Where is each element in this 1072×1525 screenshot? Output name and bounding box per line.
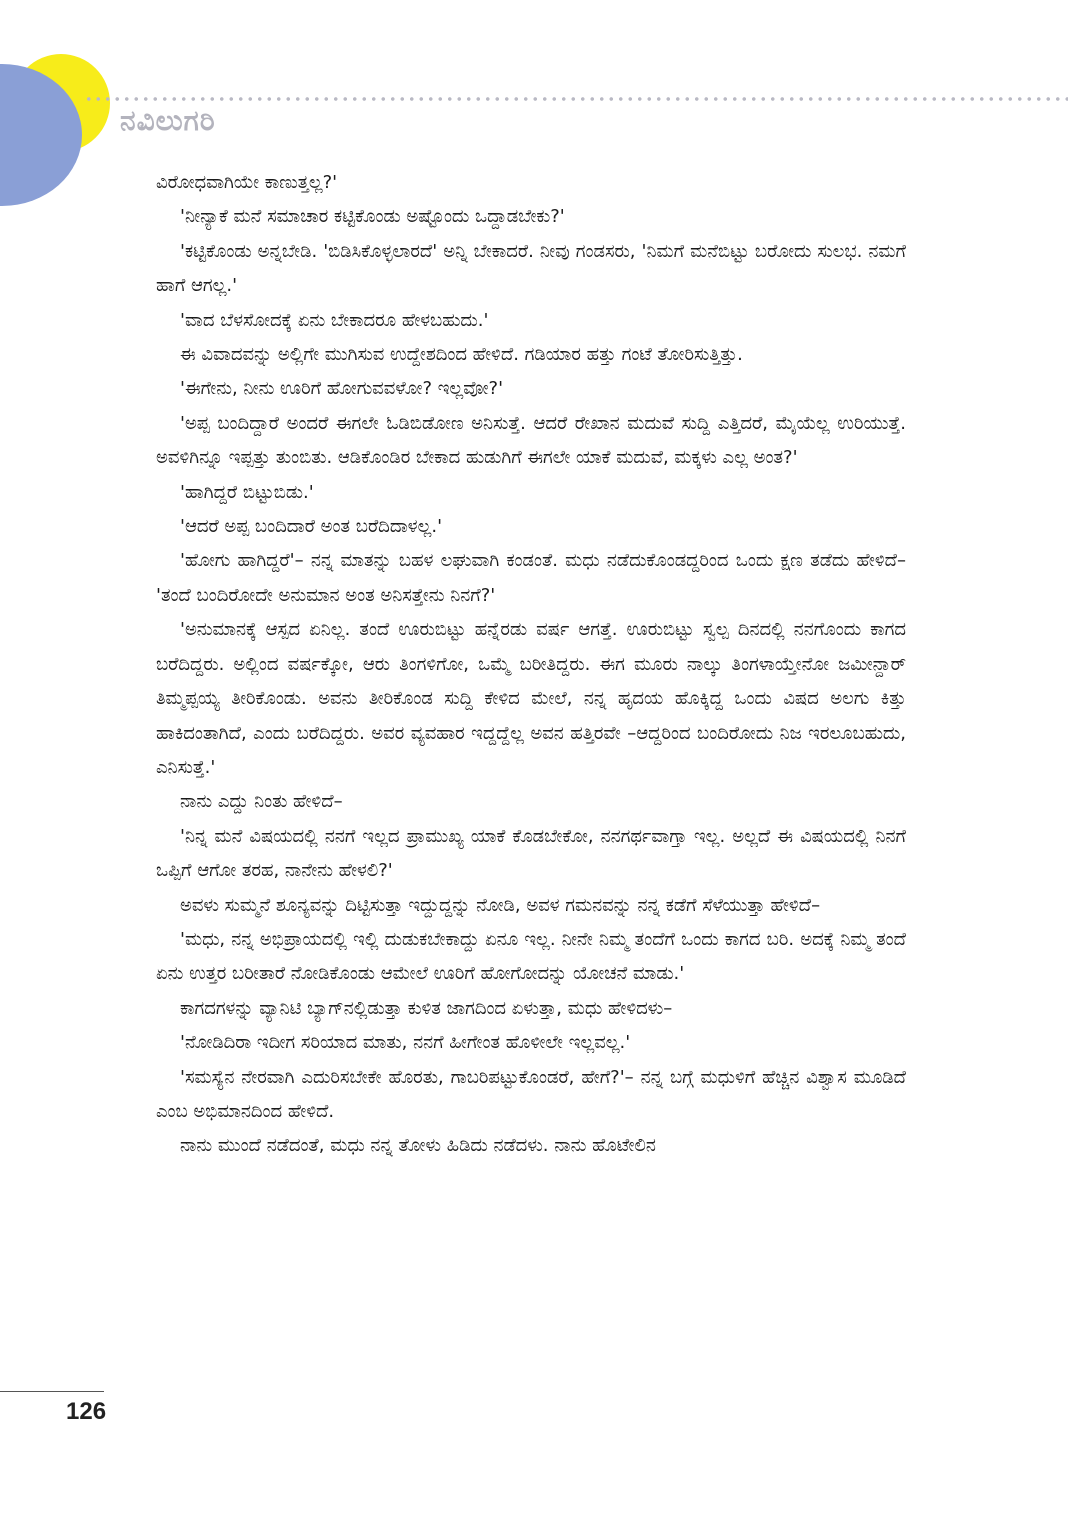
header-dotted-rule — [84, 96, 1068, 102]
page-number-rule — [0, 1391, 104, 1392]
paragraph: ನಾನು ಎದ್ದು ನಿಂತು ಹೇಳಿದೆ– — [180, 791, 343, 813]
running-header-title: ನವಿಲುಗರಿ — [120, 104, 216, 137]
paragraph: 'ವಾದ ಬೆಳಸೋದಕ್ಕೆ ಏನು ಬೇಕಾದರೂ ಹೇಳಬಹುದು.' — [180, 309, 489, 331]
paragraph: 'ಹಾಗಿದ್ದರೆ ಬಿಟ್ಟುಬಿಡು.' — [180, 481, 314, 503]
paragraph: 'ಕಟ್ಟಿಕೊಂಡು ಅನ್ನಬೇಡಿ. 'ಬಿಡಿಸಿಕೊಳ್ಳಲಾರದೆ' ಅನ್ನಿ ಬೇಕಾದರೆ. ನೀವು ಗಂಡಸರು, 'ನಿಮಗೆ ಮನೆಬಿಟ್ಟು ಬರೋದು ಸುಲಭ. ನಮಗೆ ಹಾಗೆ ಆಗಲ್ಲ.' — [156, 240, 906, 297]
paragraph: 'ನೋಡಿದಿರಾ ಇದೀಗ ಸರಿಯಾದ ಮಾತು, ನನಗೆ ಹೀಗೇಂತ ಹೊಳೀಲೇ ಇಲ್ಲವಲ್ಲ.' — [180, 1032, 631, 1054]
paragraph: 'ನಿನ್ನ ಮನೆ ವಿಷಯದಲ್ಲಿ ನನಗೆ ಇಲ್ಲದ ಪ್ರಾಮುಖ್ಯ ಯಾಕೆ ಕೊಡಬೇಕೋ, ನನಗರ್ಥವಾಗ್ತಾ ಇಲ್ಲ. ಅಲ್ಲದೆ ಈ ವಿಷಯದಲ್ಲಿ ನಿನಗೆ ಒಪ್ಪಿಗೆ ಆಗೋ ತರಹ, ನಾನೇನು ಹೇಳಲಿ?' — [156, 825, 906, 882]
body-text — [156, 166, 906, 1164]
paragraph: ನಾನು ಮುಂದೆ ನಡೆದಂತೆ, ಮಧು ನನ್ನ ತೋಳು ಹಿಡಿದು ನಡೆದಳು. ನಾನು ಹೊಟೇಲಿನ — [180, 1135, 656, 1157]
paragraph: ಅವಳು ಸುಮ್ಮನೆ ಶೂನ್ಯವನ್ನು ದಿಟ್ಟಿಸುತ್ತಾ ಇದ್ದುದ್ದನ್ನು ನೋಡಿ, ಅವಳ ಗಮನವನ್ನು ನನ್ನ ಕಡೆಗೆ ಸೆಳೆಯುತ್ತಾ ಹೇಳಿದೆ– — [180, 894, 821, 916]
page-number: 126 — [66, 1398, 107, 1425]
paragraph: 'ಮಧು, ನನ್ನ ಅಭಿಪ್ರಾಯದಲ್ಲಿ ಇಲ್ಲಿ ದುಡುಕಬೇಕಾದ್ದು ಏನೂ ಇಲ್ಲ. ನೀನೇ ನಿಮ್ಮ ತಂದೆಗೆ ಒಂದು ಕಾಗದ ಬರಿ. ಅದಕ್ಕೆ ನಿಮ್ಮ ತಂದೆ ಏನು ಉತ್ತರ ಬರೀತಾರೆ ನೋಡಿಕೊಂಡು ಆಮೇಲೆ ಊರಿಗೆ ಹೋಗೋದನ್ನು ಯೋಚನೆ ಮಾಡು.' — [156, 928, 906, 985]
paragraph: 'ಅನುಮಾನಕ್ಕೆ ಆಸ್ಪದ ಏನಿಲ್ಲ. ತಂದೆ ಊರುಬಿಟ್ಟು ಹನ್ನೆರಡು ವರ್ಷ ಆಗತ್ತೆ. ಊರುಬಿಟ್ಟು ಸ್ವಲ್ಪ ದಿನದಲ್ಲಿ ನನಗೊಂದು ಕಾಗದ ಬರೆದಿದ್ದರು. ಅಲ್ಲಿಂದ ವರ್ಷಕ್ಕೋ, ಆರು ತಿಂಗಳಿಗೋ, ಒಮ್ಮೆ ಬರೀತಿದ್ದರು. ಈಗ ಮೂರು ನಾಲ್ಕು ತಿಂಗಳಾಯ್ತೇನೋ ಜಮೀನ್ದಾರ್ ತಿಮ್ಮಪ್ಪಯ್ಯ ತೀರಿಕೊಂಡು. ಅವನು ತೀರಿಕೊಂಡ ಸುದ್ದಿ ಕೇಳಿದ ಮೇಲೆ, ನನ್ನ ಹೃದಯ ಹೊಕ್ಕಿದ್ದ ಒಂದು ವಿಷದ ಅಲಗು ಕಿತ್ತು ಹಾಕಿದಂತಾಗಿದೆ, ಎಂದು ಬರೆದಿದ್ದರು. ಅವರ ವ್ಯವಹಾರ ಇದ್ದದ್ದೆಲ್ಲ ಅವನ ಹತ್ತಿರವೇ –ಆದ್ದರಿಂದ ಬಂದಿರೋದು ನಿಜ ಇರಲೂಬಹುದು, ಎನಿಸುತ್ತೆ.' — [156, 619, 906, 778]
paragraph: ಕಾಗದಗಳನ್ನು ವ್ಯಾನಿಟಿ ಬ್ಯಾಗ್‌ನಲ್ಲಿಡುತ್ತಾ ಕುಳಿತ ಜಾಗದಿಂದ ಏಳುತ್ತಾ, ಮಧು ಹೇಳಿದಳು– — [180, 997, 673, 1019]
paragraph: 'ಸಮಸ್ಯೆನ ನೇರವಾಗಿ ಎದುರಿಸಬೇಕೇ ಹೊರತು, ಗಾಬರಿಪಟ್ಟುಕೊಂಡರೆ, ಹೇಗೆ?'– ನನ್ನ ಬಗ್ಗೆ ಮಧುಳಿಗೆ ಹೆಚ್ಚಿನ ವಿಶ್ವಾಸ ಮೂಡಿದೆ ಎಂಬ ಅಭಿಮಾನದಿಂದ ಹೇಳಿದೆ. — [156, 1066, 906, 1122]
paragraph: 'ಆದರೆ ಅಪ್ಪ ಬಂದಿದಾರೆ ಅಂತ ಬರೆದಿದಾಳಲ್ಲ.' — [180, 516, 443, 538]
paragraph: ಈ ವಿವಾದವನ್ನು ಅಲ್ಲಿಗೇ ಮುಗಿಸುವ ಉದ್ದೇಶದಿಂದ ಹೇಳಿದೆ. ಗಡಿಯಾರ ಹತ್ತು ಗಂಟೆ ತೋರಿಸುತ್ತಿತ್ತು. — [180, 344, 743, 366]
paragraph: 'ಈಗೇನು, ನೀನು ಊರಿಗೆ ಹೋಗುವವಳೋ? ಇಲ್ಲವೋ?' — [180, 378, 504, 400]
paragraph: 'ಅಪ್ಪ ಬಂದಿದ್ದಾರೆ ಅಂದರೆ ಈಗಲೇ ಓಡಿಬಿಡೋಣ ಅನಿಸುತ್ತೆ. ಆದರೆ ರೇಖಾನ ಮದುವೆ ಸುದ್ದಿ ಎತ್ತಿದರೆ, ಮೈಯೆಲ್ಲ ಉರಿಯುತ್ತೆ. ಅವಳಿಗಿನ್ನೂ ಇಪ್ಪತ್ತು ತುಂಬಿತು. ಆಡಿಕೊಂಡಿರ ಬೇಕಾದ ಹುಡುಗಿಗೆ ಈಗಲೇ ಯಾಕೆ ಮದುವೆ, ಮಕ್ಕಳು ಎಲ್ಲ ಅಂತ?' — [156, 412, 906, 469]
paragraph: ವಿರೋಧವಾಗಿಯೇ ಕಾಣುತ್ತಲ್ಲ?' — [156, 172, 338, 193]
paragraph: 'ನೀನ್ಯಾಕೆ ಮನೆ ಸಮಾಚಾರ ಕಟ್ಟಿಕೊಂಡು ಅಷ್ಟೊಂದು ಒದ್ದಾಡಬೇಕು?' — [180, 206, 565, 228]
paragraph: 'ಹೋಗು ಹಾಗಿದ್ದರೆ'– ನನ್ನ ಮಾತನ್ನು ಬಹಳ ಲಘುವಾಗಿ ಕಂಡಂತೆ. ಮಧು ನಡೆದುಕೊಂಡದ್ದರಿಂದ ಒಂದು ಕ್ಷಣ ತಡೆದು ಹೇಳಿದೆ– 'ತಂದೆ ಬಂದಿರೋದೇ ಅನುಮಾನ ಅಂತ ಅನಿಸತ್ತೇನು ನಿನಗೆ?' — [156, 550, 906, 606]
